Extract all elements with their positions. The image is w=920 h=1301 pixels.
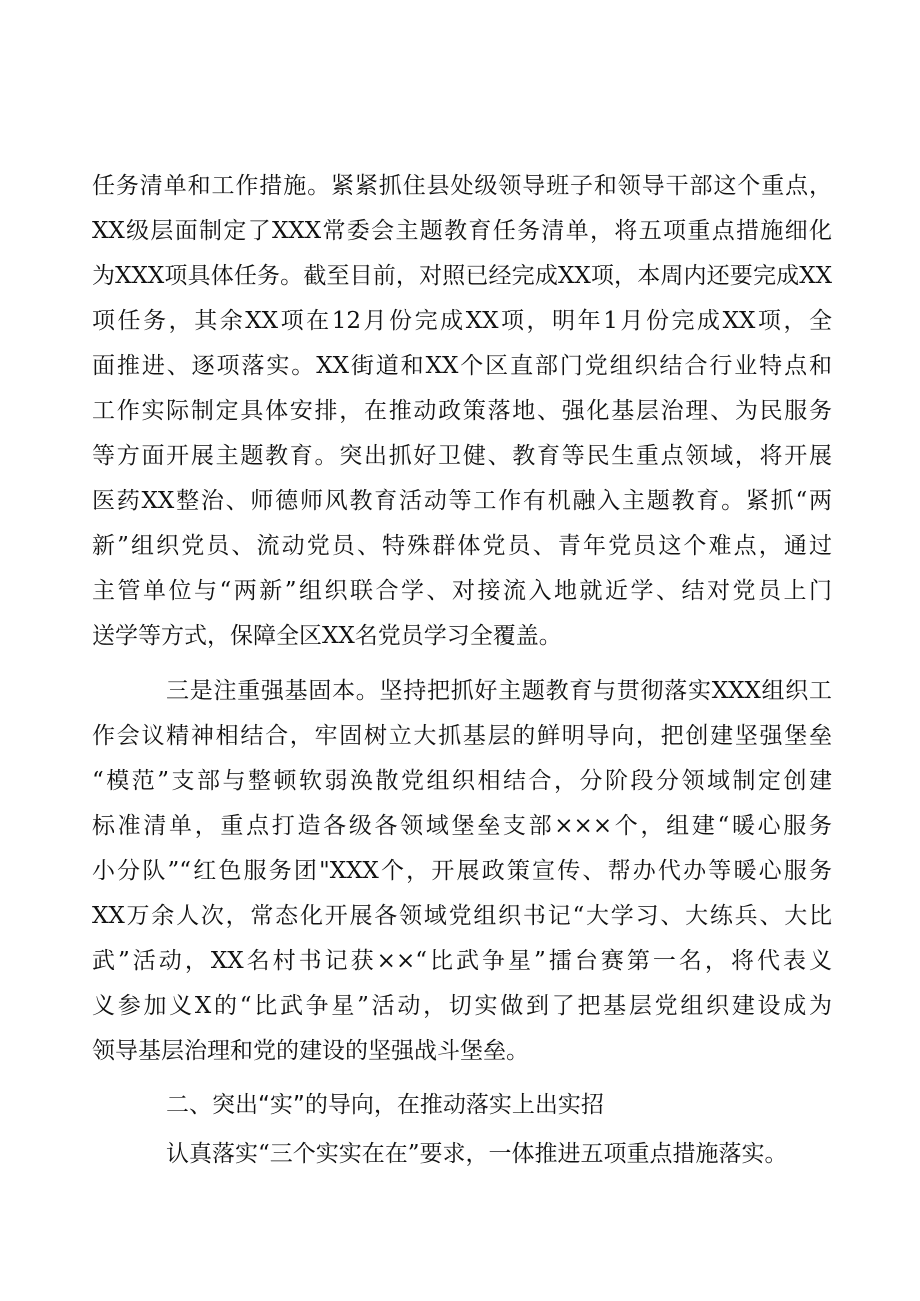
paragraph-line: XX万余人次，常态化开展各领域党组织书记“大学习、大练兵、大比	[92, 903, 832, 929]
paragraph-line: 主管单位与“两新”组织联合学、对接流入地就近学、结对党员上门	[92, 578, 832, 604]
section-heading: 二、突出“实”的导向，在推动落实上出实招	[166, 1092, 604, 1118]
paragraph-line: 为XXX项具体任务。截至目前，对照已经完成XX项，本周内还要完成XX	[92, 263, 832, 289]
paragraph-line: 面推进、逐项落实。XX街道和XX个区直部门党组织结合行业特点和	[92, 353, 832, 379]
paragraph-line: 新”组织党员、流动党员、特殊群体党员、青年党员这个难点，通过	[92, 533, 832, 559]
paragraph-line: 义参加义X的“比武争星”活动，切实做到了把基层党组织建设成为	[92, 993, 832, 1019]
paragraph-line: 武”活动，XX名村书记获××“比武争星”擂台赛第一名，将代表义	[92, 948, 832, 974]
paragraph-line: 送学等方式，保障全区XX名党员学习全覆盖。	[92, 623, 562, 649]
paragraph-line: 认真落实“三个实实在在”要求，一体推进五项重点措施落实。	[166, 1141, 788, 1167]
paragraph-line: 标准清单，重点打造各级各领域堡垒支部×××个，组建“暖心服务	[92, 813, 832, 839]
paragraph-line: “模范”支部与整顿软弱涣散党组织相结合，分阶段分领域制定创建	[92, 768, 832, 794]
paragraph-line: 任务清单和工作措施。紧紧抓住县处级领导班子和领导干部这个重点，	[92, 173, 832, 199]
paragraph-line: 小分队”“红色服务团"XXX个，开展政策宣传、帮办代办等暖心服务	[92, 858, 832, 884]
paragraph-line: 领导基层治理和党的建设的坚强战斗堡垒。	[92, 1038, 529, 1064]
paragraph-line: 三是注重强基固本。坚持把抓好主题教育与贯彻落实XXX组织工	[166, 678, 832, 704]
paragraph-line: XX级层面制定了XXX常委会主题教育任务清单，将五项重点措施细化	[92, 218, 832, 244]
paragraph-line: 作会议精神相结合，牢固树立大抓基层的鲜明导向，把创建坚强堡垒	[92, 723, 832, 749]
paragraph-line: 工作实际制定具体安排，在推动政策落地、强化基层治理、为民服务	[92, 398, 832, 424]
paragraph-line: 项任务，其余XX项在12月份完成XX项，明年1月份完成XX项，全	[92, 308, 832, 334]
paragraph-line: 等方面开展主题教育。突出抓好卫健、教育等民生重点领域，将开展	[92, 443, 832, 469]
paragraph-line: 医药XX整治、师德师风教育活动等工作有机融入主题教育。紧抓“两	[92, 488, 832, 514]
